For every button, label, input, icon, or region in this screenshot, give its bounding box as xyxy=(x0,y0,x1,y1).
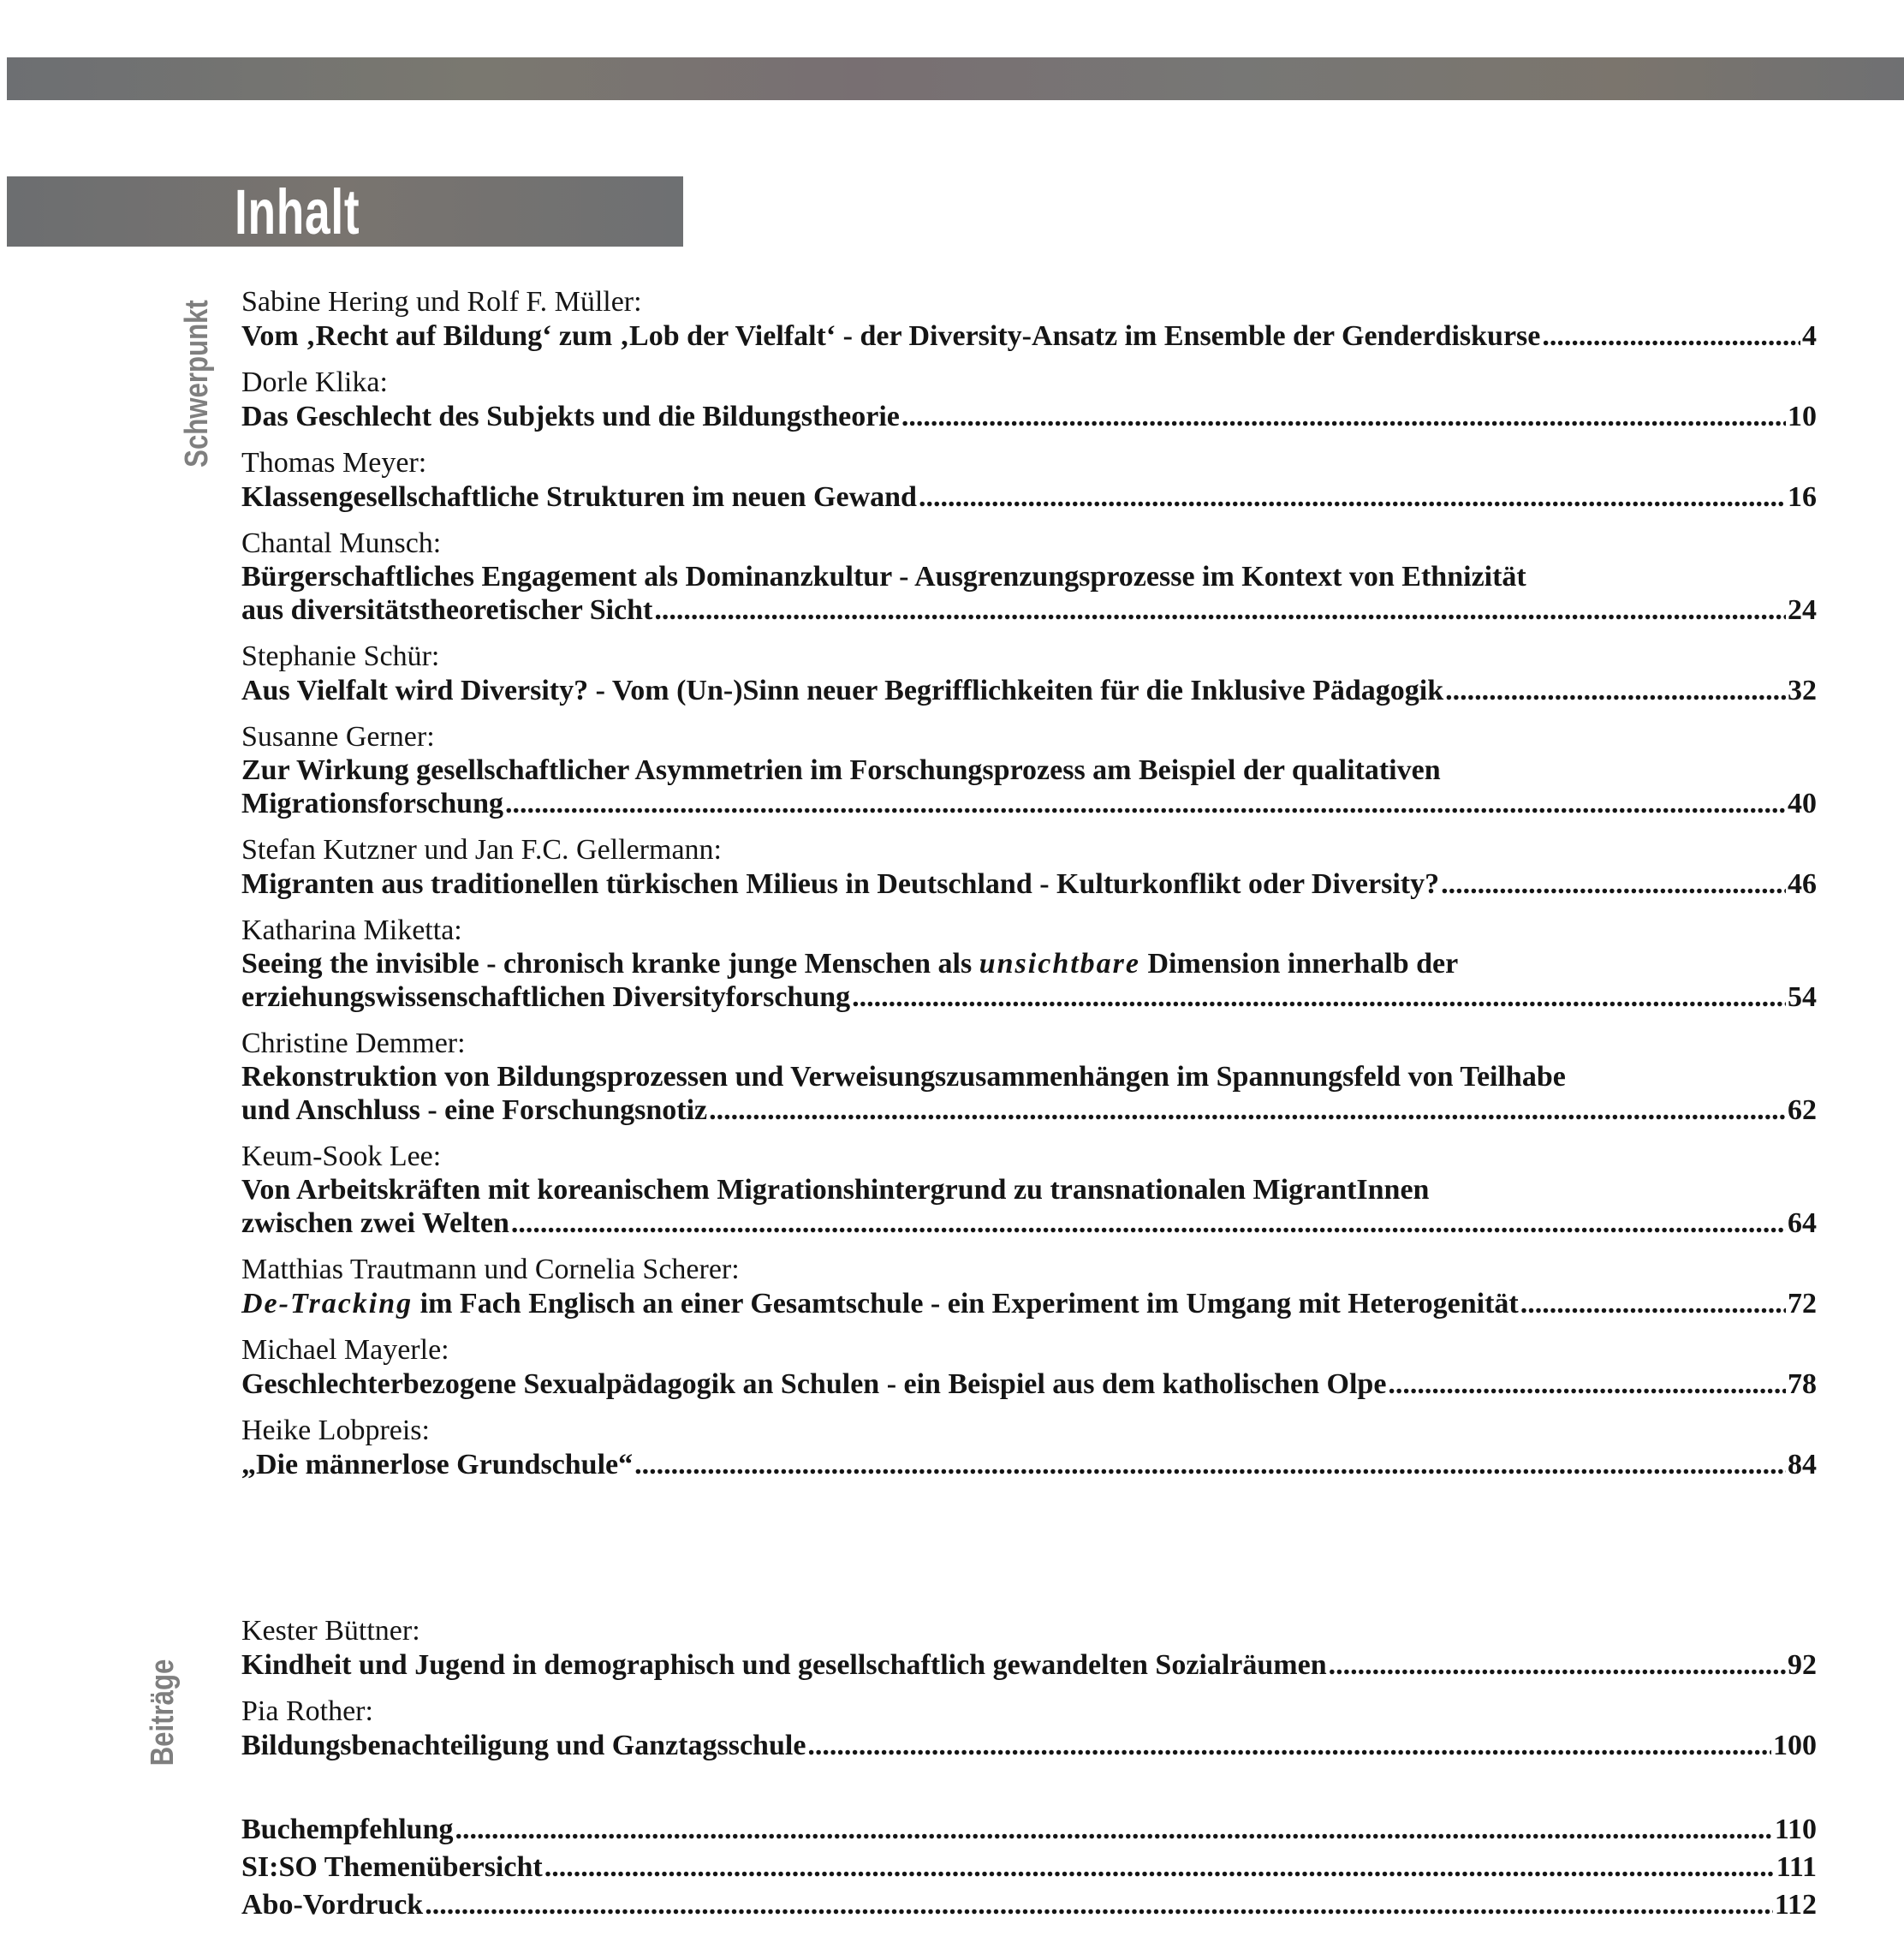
leader-dots xyxy=(455,1811,1773,1849)
toc-entry xyxy=(241,720,1817,821)
toc-entry-title: Kindheit und Jugend in demographisch und gesellschaftlich gewandelten Sozialräumen xyxy=(241,1649,1327,1681)
toc-entry-author: Keum-Sook Lee: xyxy=(241,1141,442,1172)
toc-entry xyxy=(241,1333,1817,1402)
leader-dots xyxy=(1388,1367,1786,1402)
toc-entry-line[interactable] xyxy=(241,1367,1817,1402)
emphasized-term: unsichtbare xyxy=(979,948,1140,980)
toc-entry-author: Christine Demmer: xyxy=(241,1028,466,1059)
leader-dots xyxy=(505,787,1786,821)
leader-dots xyxy=(511,1206,1786,1241)
toc-entry-line[interactable] xyxy=(241,593,1817,628)
page-number: 4 xyxy=(1802,320,1817,352)
toc-extras xyxy=(241,1811,1817,1924)
toc-entry-line[interactable] xyxy=(241,1811,1817,1849)
toc-entry-title-line: Von Arbeitskräften mit koreanischem Migrationshintergrund zu transnationalen MigrantInnen xyxy=(241,1174,1430,1206)
toc-entry-title-line: Zur Wirkung gesellschaftlicher Asymmetrien im Forschungsprozess am Beispiel der qualitativen xyxy=(241,754,1441,786)
toc-entry-line[interactable] xyxy=(241,480,1817,515)
page-number: 64 xyxy=(1788,1207,1817,1239)
toc-entry-title: Vom ‚Recht auf Bildung‘ zum ‚Lob der Vielfalt‘ - der Diversity-Ansatz im Ensemble der Genderdiskurse xyxy=(241,320,1541,352)
page-number: 92 xyxy=(1788,1649,1817,1681)
toc-entry-author: Susanne Gerner: xyxy=(241,721,435,753)
toc-entry-author: Michael Mayerle: xyxy=(241,1334,449,1366)
leader-dots xyxy=(1441,867,1786,902)
toc-beitraege xyxy=(241,1614,1817,1775)
toc-entry-author: Pia Rother: xyxy=(241,1695,373,1727)
toc-entry-title: SI:SO Themenübersicht xyxy=(241,1851,543,1883)
page-number: 84 xyxy=(1788,1449,1817,1480)
toc-entry-title: Geschlechterbezogene Sexualpädagogik an Schulen - ein Beispiel aus dem katholischen Olpe xyxy=(241,1368,1387,1400)
page-number: 110 xyxy=(1774,1814,1817,1845)
leader-dots xyxy=(425,1886,1773,1924)
page-number: 112 xyxy=(1774,1889,1817,1921)
toc-entry-line[interactable] xyxy=(241,1886,1817,1924)
leader-dots xyxy=(1542,319,1800,354)
toc-entry-title: aus diversitätstheoretischer Sicht xyxy=(241,594,653,626)
toc-entry-title: zwischen zwei Welten xyxy=(241,1207,509,1239)
toc-entry-title: „Die männerlose Grundschule“ xyxy=(241,1449,634,1480)
toc-entry-author: Stephanie Schür: xyxy=(241,640,440,672)
toc-entry-line[interactable] xyxy=(241,1093,1817,1128)
toc-entry xyxy=(241,1253,1817,1321)
toc-entry-title-line: Bürgerschaftliches Engagement als Dominanzkultur - Ausgrenzungsprozesse im Kontext von Ethnizität xyxy=(241,561,1526,593)
top-decorative-bar xyxy=(7,57,1904,100)
page-number: 46 xyxy=(1788,868,1817,900)
section-label-schwerpunkt: Schwerpunkt xyxy=(179,300,215,468)
page-number: 62 xyxy=(1788,1094,1817,1126)
toc-entry xyxy=(241,285,1817,354)
toc-schwerpunkt xyxy=(241,285,1817,1494)
leader-dots xyxy=(852,980,1786,1015)
toc-entry-title: Bildungsbenachteiligung und Ganztagsschule xyxy=(241,1730,806,1761)
page-number: 40 xyxy=(1788,788,1817,819)
toc-entry xyxy=(241,527,1817,628)
leader-dots xyxy=(709,1093,1786,1128)
page-number: 10 xyxy=(1788,401,1817,432)
toc-entry-title: Aus Vielfalt wird Diversity? - Vom (Un-)Sinn neuer Begrifflichkeiten für die Inklusive Pädagogik xyxy=(241,675,1444,706)
toc-entry-title: Klassengesellschaftliche Strukturen im neuen Gewand xyxy=(241,481,917,513)
toc-entry-author: Matthias Trautmann und Cornelia Scherer: xyxy=(241,1254,740,1285)
page-number: 32 xyxy=(1788,675,1817,706)
page-number: 100 xyxy=(1773,1730,1817,1761)
page-number: 16 xyxy=(1788,481,1817,513)
toc-entry-author: Stefan Kutzner und Jan F.C. Gellermann: xyxy=(241,834,722,866)
toc-entry-line[interactable] xyxy=(241,1287,1817,1321)
toc-entry-author: Chantal Munsch: xyxy=(241,527,442,559)
leader-dots xyxy=(544,1849,1775,1886)
toc-entry xyxy=(241,366,1817,434)
toc-entry xyxy=(241,1027,1817,1128)
leader-dots xyxy=(634,1448,1786,1482)
toc-entry-line[interactable] xyxy=(241,980,1817,1015)
toc-entry xyxy=(241,1140,1817,1241)
leader-dots xyxy=(654,593,1786,628)
toc-entry xyxy=(241,1614,1817,1683)
toc-entry-author: Katharina Miketta: xyxy=(241,914,462,946)
toc-entry-author: Kester Büttner: xyxy=(241,1615,420,1647)
toc-entry xyxy=(241,914,1817,1015)
leader-dots xyxy=(919,480,1786,515)
page-number: 54 xyxy=(1788,981,1817,1013)
toc-entry-author: Thomas Meyer: xyxy=(241,447,427,479)
toc-entry-title: erziehungswissenschaftlichen Diversityforschung xyxy=(241,981,851,1013)
toc-entry-line[interactable] xyxy=(241,1729,1817,1763)
page-number: 78 xyxy=(1788,1368,1817,1400)
section-label-beitraege: Beiträge xyxy=(145,1659,181,1766)
page-title: Inhalt xyxy=(235,176,360,247)
toc-entry-line[interactable] xyxy=(241,319,1817,354)
toc-entry-title: Migrationsforschung xyxy=(241,788,503,819)
leader-dots xyxy=(1520,1287,1786,1321)
leader-dots xyxy=(1329,1648,1786,1683)
toc-entry-author: Dorle Klika: xyxy=(241,366,388,398)
toc-entry-title: Abo-Vordruck xyxy=(241,1889,424,1921)
toc-entry-line[interactable] xyxy=(241,787,1817,821)
leader-dots xyxy=(1445,674,1786,708)
toc-entry-title-line: Rekonstruktion von Bildungsprozessen und Verweisungszusammenhängen im Spannungsfeld von Teilhabe xyxy=(241,1061,1566,1093)
toc-entry xyxy=(241,446,1817,515)
toc-entry-title-line: Seeing the invisible - chronisch kranke junge Menschen als unsichtbare Dimension innerhalb der xyxy=(241,948,1459,980)
page-number: 24 xyxy=(1788,594,1817,626)
toc-entry-author: Heike Lobpreis: xyxy=(241,1415,430,1446)
toc-entry-author: Sabine Hering und Rolf F. Müller: xyxy=(241,286,642,318)
toc-entry-line[interactable] xyxy=(241,1849,1817,1886)
emphasized-term: De-Tracking xyxy=(241,1288,414,1320)
toc-entry xyxy=(241,833,1817,902)
toc-entry xyxy=(241,1695,1817,1763)
toc-entry xyxy=(241,640,1817,708)
toc-entry-title: Migranten aus traditionellen türkischen Milieus in Deutschland - Kulturkonflikt oder Diversity? xyxy=(241,868,1440,900)
toc-entry-line[interactable] xyxy=(241,1206,1817,1241)
toc-entry-title: und Anschluss - eine Forschungsnotiz xyxy=(241,1094,708,1126)
toc-entry-line[interactable] xyxy=(241,674,1817,708)
leader-dots xyxy=(901,400,1786,434)
toc-entry-line[interactable] xyxy=(241,867,1817,902)
toc-entry-line[interactable] xyxy=(241,1648,1817,1683)
toc-entry xyxy=(241,1414,1817,1482)
toc-entry-line[interactable] xyxy=(241,400,1817,434)
leader-dots xyxy=(807,1729,1771,1763)
toc-entry-line[interactable] xyxy=(241,1448,1817,1482)
page-number: 72 xyxy=(1788,1288,1817,1320)
toc-entry-title: Das Geschlecht des Subjekts und die Bildungstheorie xyxy=(241,401,900,432)
toc-entry-title: Buchempfehlung xyxy=(241,1814,454,1845)
toc-entry-title: De-Tracking im Fach Englisch an einer Gesamtschule - ein Experiment im Umgang mit Heterogenität xyxy=(241,1288,1519,1320)
page-number: 111 xyxy=(1776,1851,1817,1883)
